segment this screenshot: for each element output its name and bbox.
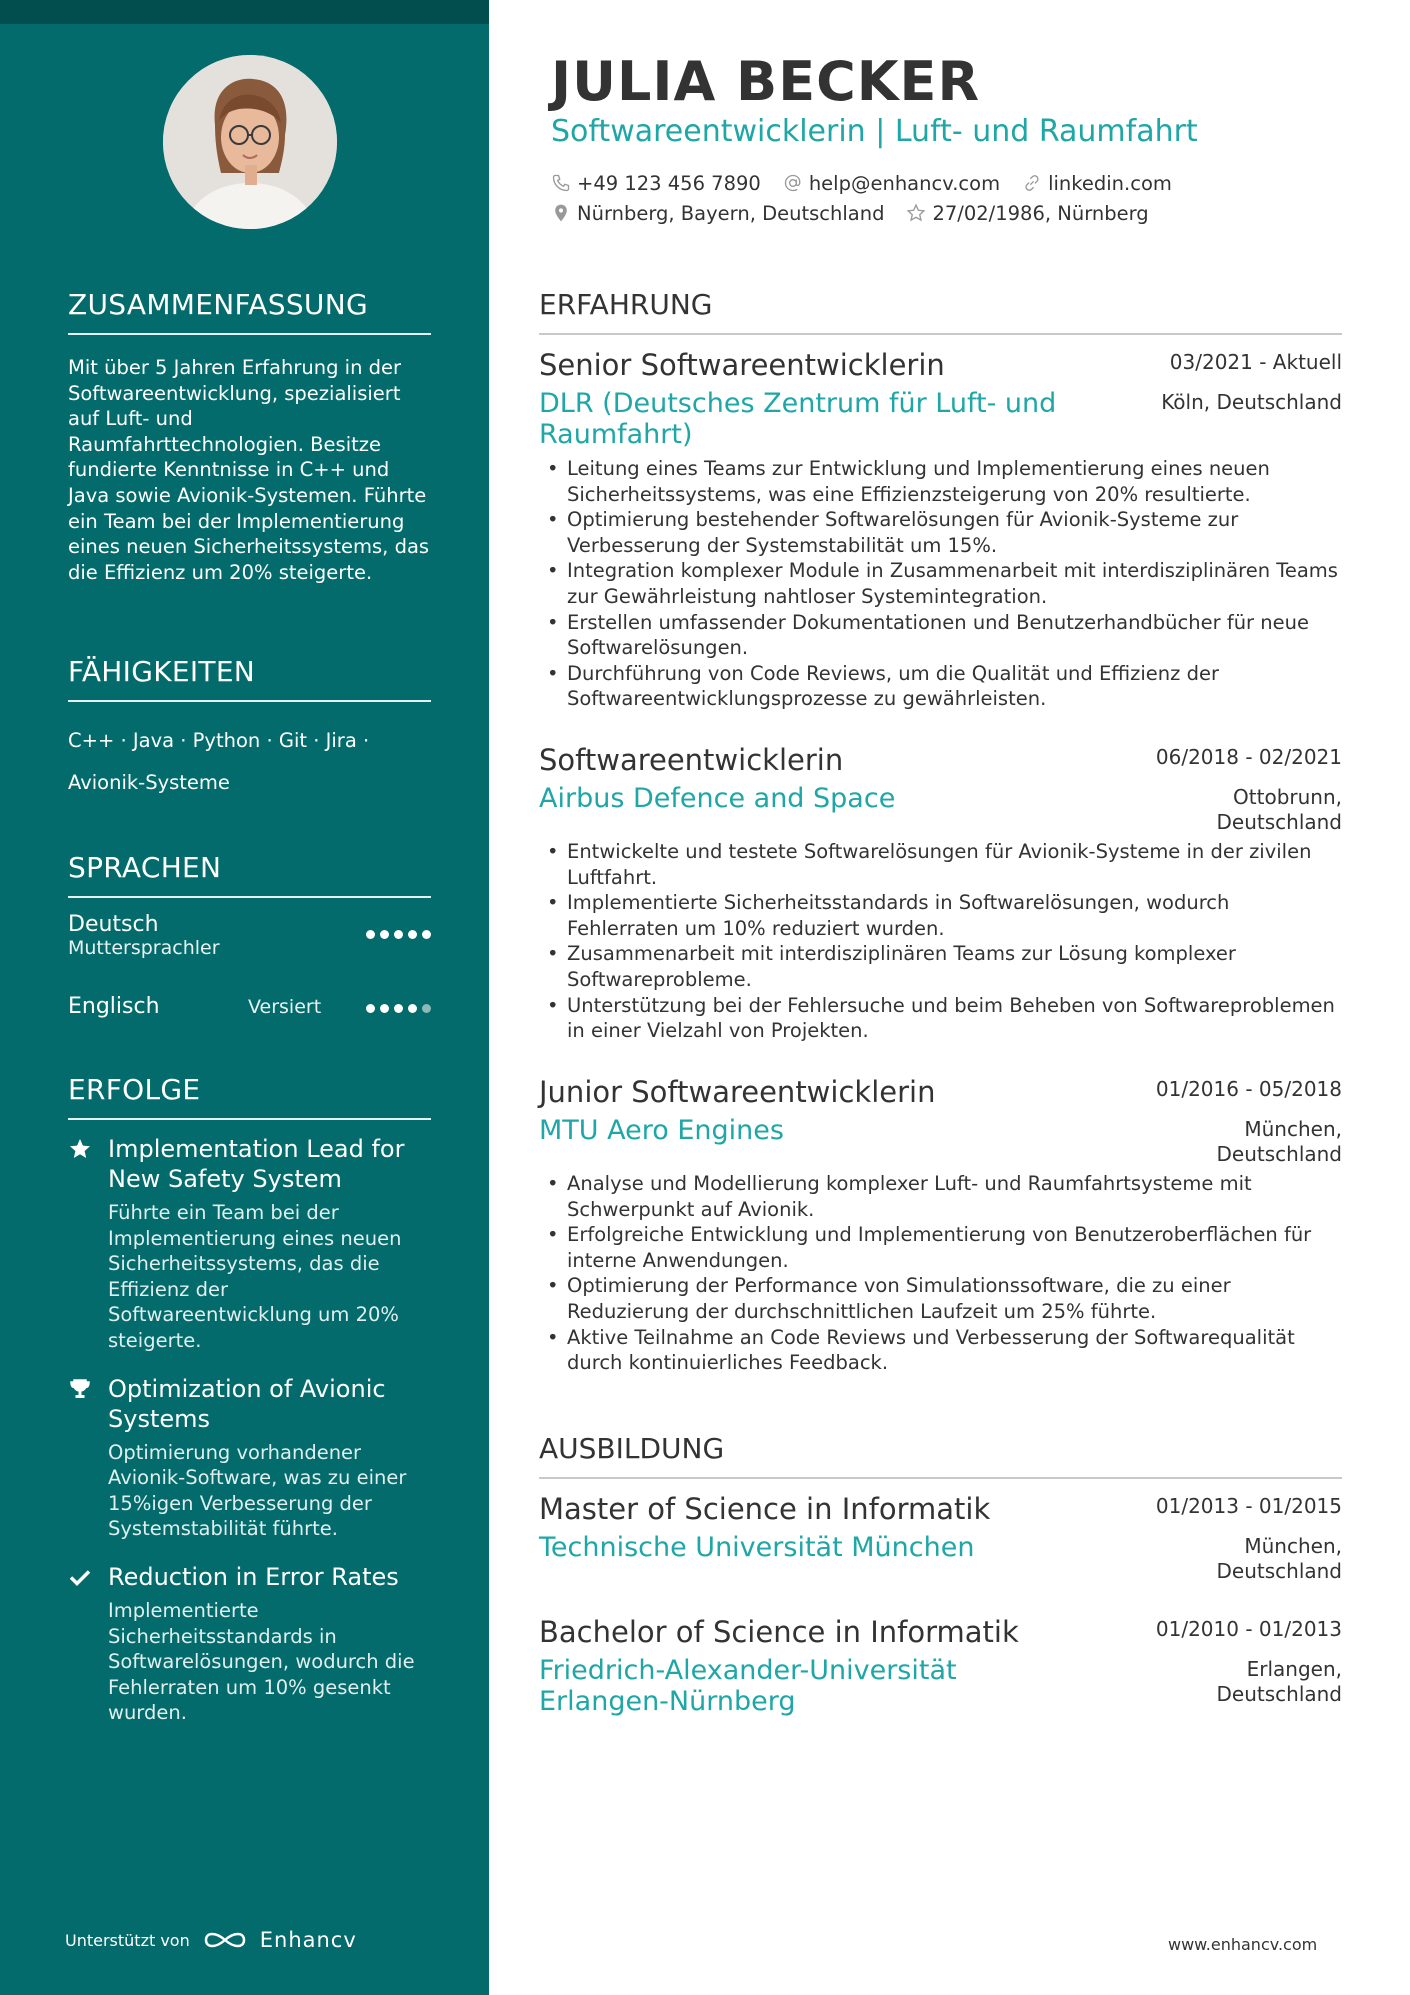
education-location bbox=[1217, 1534, 1343, 1584]
language-name: Englisch bbox=[68, 994, 160, 1019]
job-date: 06/2018 - 02/2021 bbox=[1155, 745, 1342, 769]
star-outline-icon bbox=[906, 203, 926, 223]
experience-entry bbox=[539, 348, 1342, 712]
at-icon bbox=[783, 173, 803, 193]
job-location-line: Deutschland bbox=[1216, 1142, 1342, 1166]
education-location-line: Deutschland bbox=[1216, 1559, 1342, 1583]
trophy-icon bbox=[68, 1377, 92, 1401]
job-company: MTU Aero Engines bbox=[539, 1115, 784, 1146]
experience-entry bbox=[539, 1075, 1342, 1376]
job-bullet: • Integration komplexer Module in Zusammenarbeit mit interdisziplinären Teams zur Gewährleistung nahtloser Systemintegration. bbox=[539, 558, 1342, 609]
job-title: Junior Softwareentwicklerin bbox=[539, 1075, 936, 1109]
candidate-name: JULIA BECKER bbox=[551, 50, 981, 113]
education-location-line: Deutschland bbox=[1216, 1682, 1342, 1706]
profile-photo bbox=[163, 55, 337, 229]
school-name: Friedrich-Alexander-Universität Erlangen-Nürnberg bbox=[539, 1655, 957, 1717]
language-name: Deutsch bbox=[68, 912, 159, 937]
achievement-title: Optimization of Avionic Systems bbox=[108, 1374, 386, 1433]
enhancv-brand: Enhancv bbox=[259, 1928, 357, 1952]
link-icon bbox=[1022, 173, 1042, 193]
job-bullet: • Erfolgreiche Entwicklung und Implementierung von Benutzeroberflächen für interne Anwendungen. bbox=[539, 1222, 1342, 1273]
achievement-desc: Führte ein Team bei der Implementierung eines neuen Sicherheitssystems, das die Effizienz der Softwareentwicklung um 20% steigerte. bbox=[108, 1201, 402, 1352]
achievement-item bbox=[68, 1134, 431, 1354]
job-bullet: • Implementierte Sicherheitsstandards in Softwarelösungen, wodurch Fehlerraten um 10% reduziert wurden. bbox=[539, 890, 1342, 941]
job-company: Airbus Defence and Space bbox=[539, 783, 896, 814]
summary-title: ZUSAMMENFASSUNG bbox=[68, 288, 431, 335]
skills-title: FÄHIGKEITEN bbox=[68, 655, 431, 702]
sidebar-top-bar bbox=[0, 0, 489, 24]
check-icon bbox=[68, 1565, 92, 1589]
email-contact[interactable] bbox=[783, 172, 1000, 195]
language-rating bbox=[366, 1004, 431, 1013]
job-bullet: • Zusammenarbeit mit interdisziplinären Teams zur Lösung komplexer Softwareprobleme. bbox=[539, 941, 1342, 992]
job-title: Senior Softwareentwicklerin bbox=[539, 348, 945, 382]
location-contact bbox=[551, 202, 884, 225]
languages-title: SPRACHEN bbox=[68, 851, 431, 898]
sidebar bbox=[0, 0, 489, 1995]
location-text: Nürnberg, Bayern, Deutschland bbox=[577, 201, 885, 225]
achievement-title: Reduction in Error Rates bbox=[108, 1562, 399, 1591]
achievement-item bbox=[68, 1374, 431, 1542]
experience-entry bbox=[539, 743, 1342, 1044]
education-entry bbox=[539, 1615, 1342, 1719]
candidate-headline: Softwareentwicklerin | Luft- und Raumfahrt bbox=[551, 114, 1198, 149]
job-bullet: • Leitung eines Teams zur Entwicklung und Implementierung eines neuen Sicherheitssystems, was eine Effizienzsteigerung von 20% resultierte. bbox=[539, 456, 1342, 507]
achievement-title: Implementation Lead for New Safety System bbox=[108, 1135, 405, 1193]
location-pin-icon bbox=[551, 203, 571, 223]
job-location bbox=[1217, 1117, 1343, 1167]
education-location bbox=[1217, 1657, 1343, 1707]
job-bullet: • Entwickelte und testete Softwarelösungen für Avionik-Systeme in der zivilen Luftfahrt. bbox=[539, 839, 1342, 890]
achievement-desc: Optimierung vorhandener Avionik-Software, was zu einer 15%igen Verbesserung der Systemstabilität führte. bbox=[108, 1440, 407, 1541]
language-item bbox=[68, 912, 431, 972]
job-location-line: München, bbox=[1244, 1117, 1342, 1141]
link-contact[interactable] bbox=[1022, 172, 1172, 195]
enhancv-logo-icon bbox=[202, 1928, 248, 1952]
job-company: DLR (Deutsches Zentrum für Luft- und Raumfahrt) bbox=[539, 388, 1057, 450]
language-rating bbox=[366, 930, 431, 939]
job-location-line: Ottobrunn, bbox=[1233, 785, 1342, 809]
job-bullet: • Erstellen umfassender Dokumentationen und Benutzerhandbücher für neue Softwarelösungen. bbox=[539, 610, 1342, 661]
skills-section bbox=[68, 655, 431, 804]
achievements-title: ERFOLGE bbox=[68, 1073, 431, 1120]
birth-contact bbox=[906, 202, 1148, 225]
star-icon bbox=[68, 1137, 92, 1161]
job-date: 01/2016 - 05/2018 bbox=[1155, 1077, 1342, 1101]
job-bullets bbox=[539, 839, 1342, 1044]
summary-text: Mit über 5 Jahren Erfahrung in der Softwareentwicklung, spezialisiert auf Luft- und Raumfahrttechnologien. Besitze fundierte Kenntnisse in C++ und Java sowie Avionik-Systemen. Führte ein Team bei der Implementierung eines neuen Sicherheitssystems, das die Effizienz um 20% steigerte. bbox=[68, 356, 430, 584]
phone-number: +49 123 456 7890 bbox=[577, 171, 761, 195]
email-address: help@enhancv.com bbox=[808, 171, 1001, 195]
job-bullet: • Analyse und Modellierung komplexer Luft- und Raumfahrtsysteme mit Schwerpunkt auf Avionik. bbox=[539, 1171, 1342, 1222]
phone-icon bbox=[551, 173, 571, 193]
languages-section bbox=[68, 851, 431, 1054]
school-name: Technische Universität München bbox=[539, 1532, 975, 1563]
language-level: Muttersprachler bbox=[68, 937, 220, 959]
job-bullets bbox=[539, 456, 1342, 712]
birth-text: 27/02/1986, Nürnberg bbox=[932, 201, 1149, 225]
job-title: Softwareentwicklerin bbox=[539, 743, 844, 777]
powered-by bbox=[65, 1928, 357, 1952]
education-title: AUSBILDUNG bbox=[539, 1432, 1342, 1479]
achievement-item bbox=[68, 1562, 431, 1726]
experience-title: ERFAHRUNG bbox=[539, 288, 1342, 335]
job-bullet: • Optimierung bestehender Softwarelösungen für Avionik-Systeme zur Verbesserung der Systemstabilität um 15%. bbox=[539, 507, 1342, 558]
footer-url[interactable]: www.enhancv.com bbox=[1168, 1935, 1318, 1954]
phone-contact[interactable] bbox=[551, 172, 761, 195]
education-date: 01/2010 - 01/2013 bbox=[1155, 1617, 1342, 1641]
job-bullets bbox=[539, 1171, 1342, 1376]
skills-list: C++ · Java · Python · Git · Jira · Avionik-Systeme bbox=[68, 729, 370, 794]
education-location-line: Erlangen, bbox=[1246, 1657, 1342, 1681]
job-location: Köln, Deutschland bbox=[1161, 390, 1342, 414]
summary-section bbox=[68, 288, 431, 585]
degree-title: Bachelor of Science in Informatik bbox=[539, 1615, 1019, 1649]
achievements-section bbox=[68, 1073, 431, 1726]
job-bullet: • Optimierung der Performance von Simulationssoftware, die zu einer Reduzierung der durchschnittlichen Laufzeit um 25% führte. bbox=[539, 1273, 1342, 1324]
job-bullet: • Unterstützung bei der Fehlersuche und beim Beheben von Softwareproblemen in einer Vielzahl von Projekten. bbox=[539, 993, 1342, 1044]
job-location bbox=[1217, 785, 1343, 835]
education-entry bbox=[539, 1492, 1342, 1586]
language-level: Versiert bbox=[248, 996, 322, 1018]
job-location-line: Deutschland bbox=[1216, 810, 1342, 834]
education-location-line: München, bbox=[1244, 1534, 1342, 1558]
education-date: 01/2013 - 01/2015 bbox=[1155, 1494, 1342, 1518]
language-item bbox=[68, 994, 431, 1054]
job-bullet: • Durchführung von Code Reviews, um die Qualität und Effizienz der Softwareentwicklungsprozesse zu gewährleisten. bbox=[539, 661, 1342, 712]
powered-by-text: Unterstützt von bbox=[65, 1930, 190, 1950]
contact-info bbox=[551, 168, 1172, 228]
job-date: 03/2021 - Aktuell bbox=[1169, 350, 1342, 374]
degree-title: Master of Science in Informatik bbox=[539, 1492, 991, 1526]
job-bullet: • Aktive Teilnahme an Code Reviews und Verbesserung der Softwarequalität durch kontinuierliches Feedback. bbox=[539, 1325, 1342, 1376]
achievement-desc: Implementierte Sicherheitsstandards in Softwarelösungen, wodurch die Fehlerraten um 10% gesenkt wurden. bbox=[108, 1598, 415, 1725]
link-text: linkedin.com bbox=[1048, 171, 1172, 195]
